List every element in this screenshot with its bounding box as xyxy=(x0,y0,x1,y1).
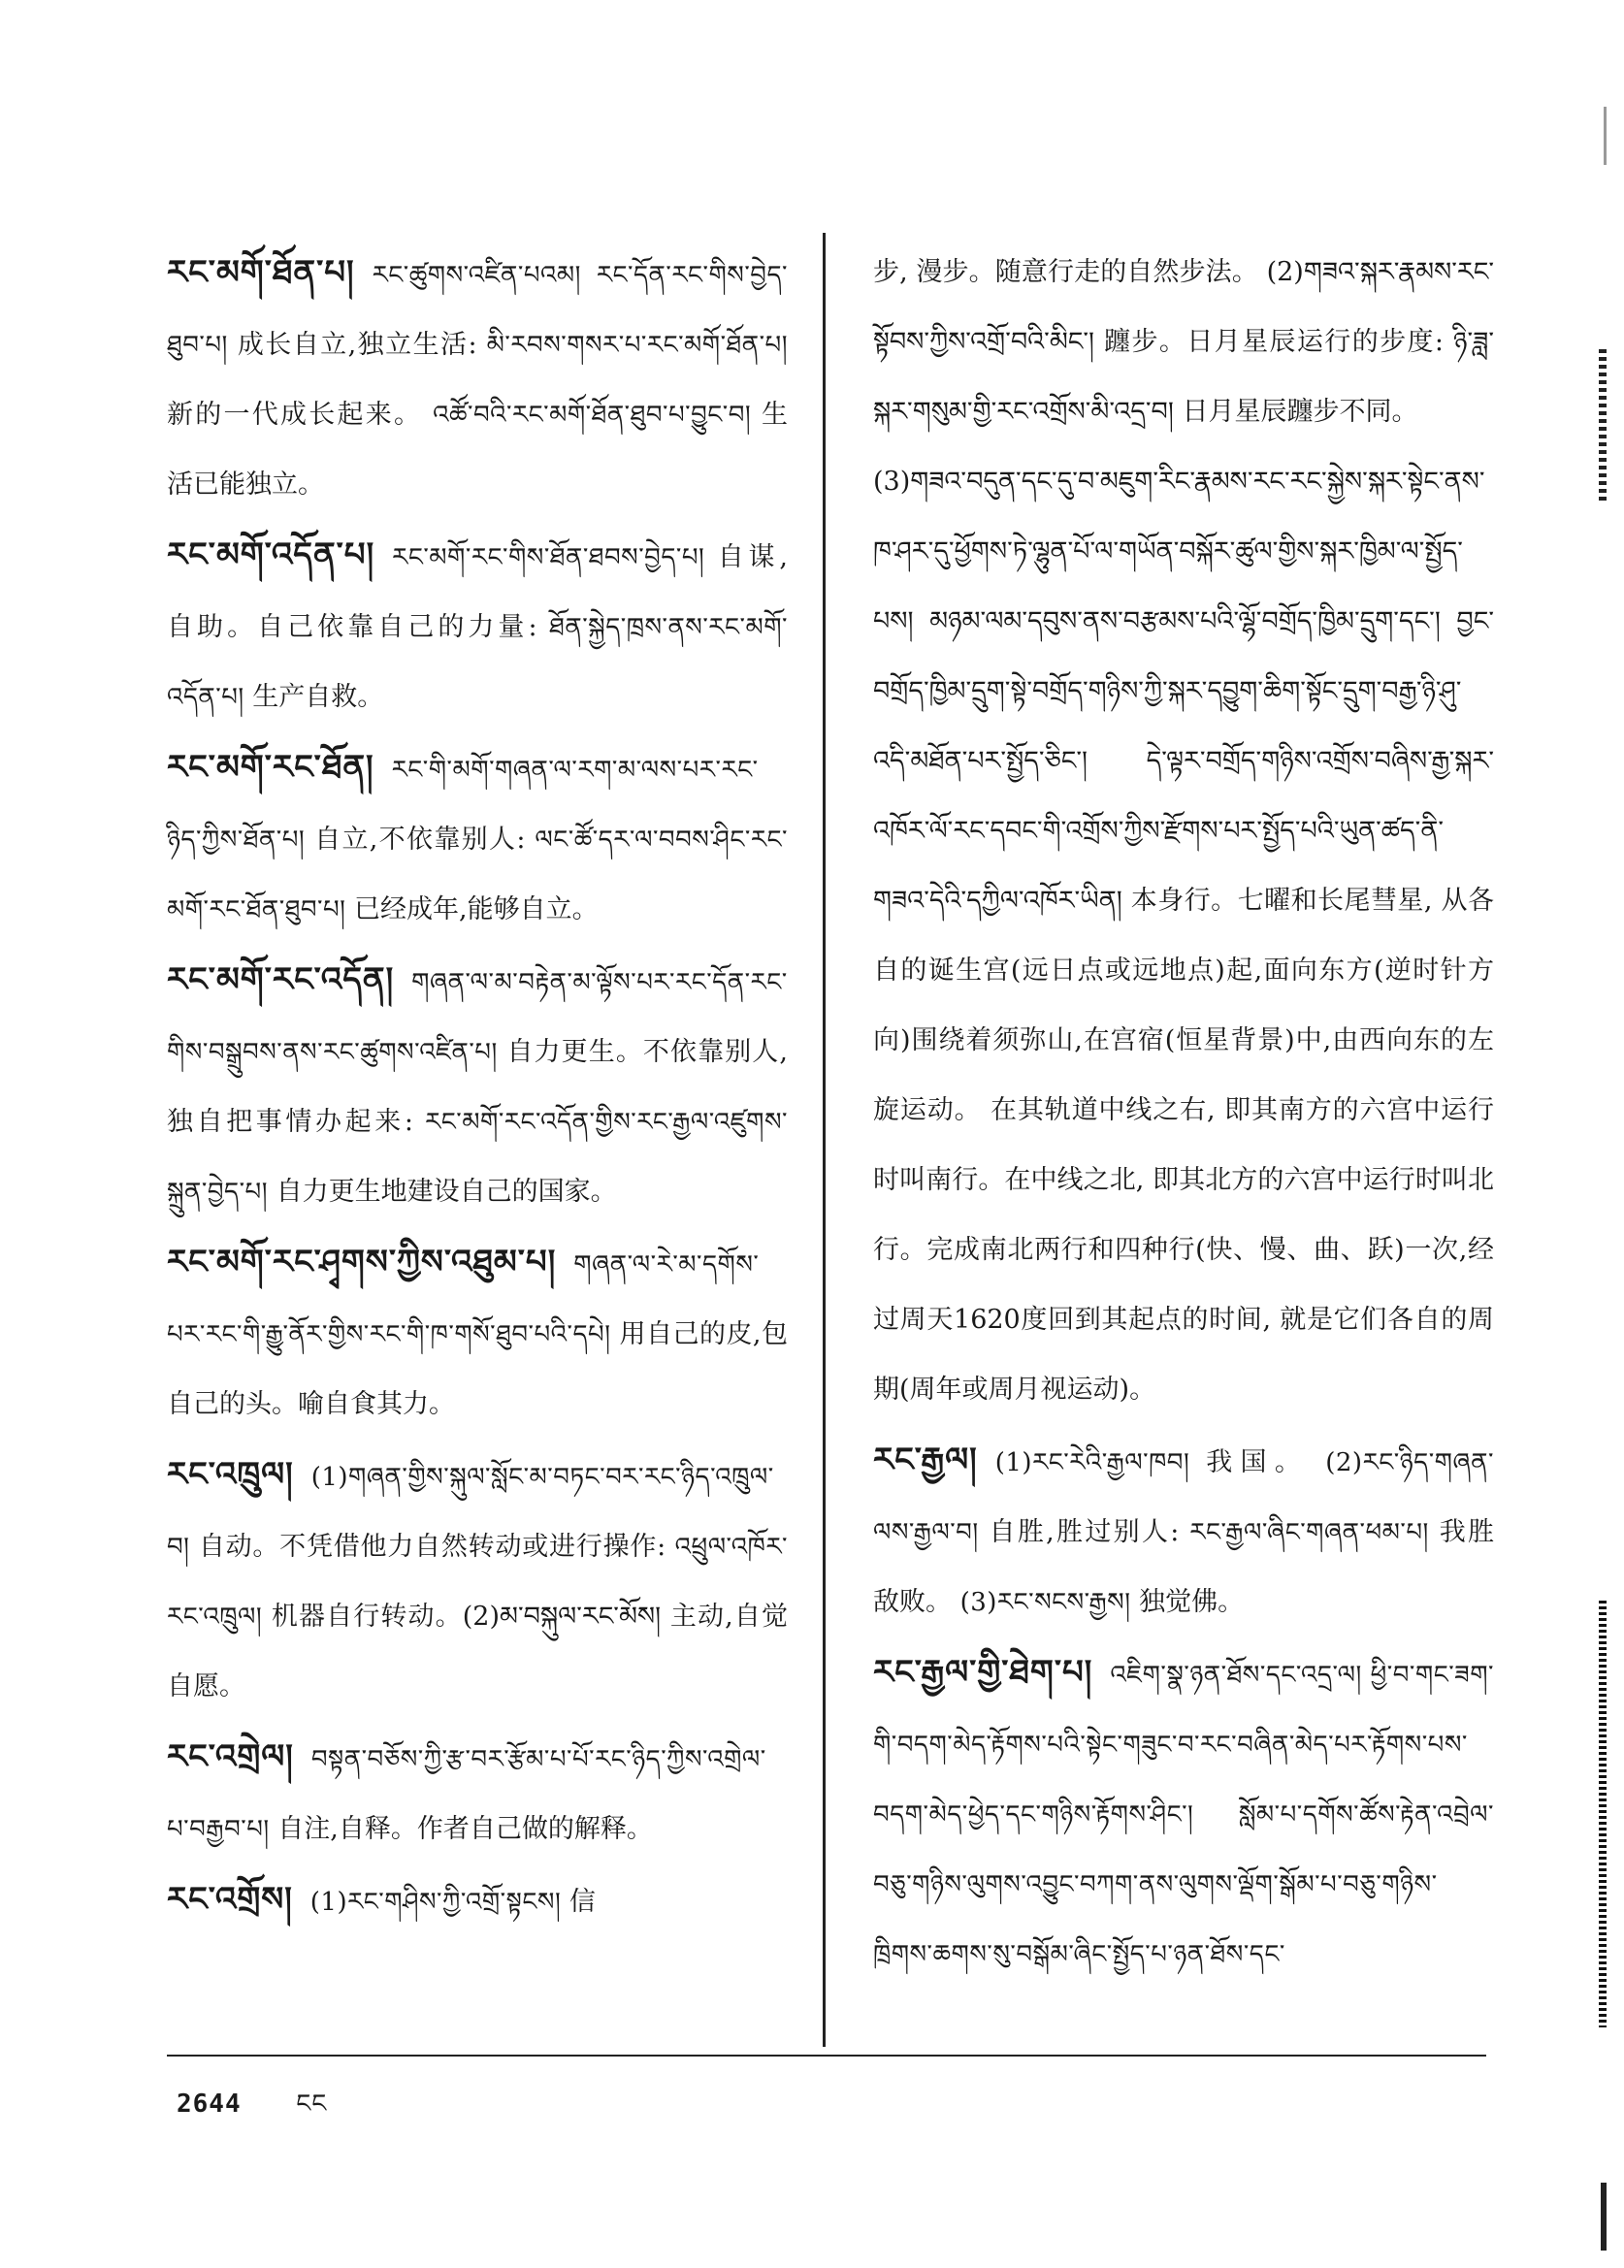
tibetan-example: མི་རབས་གསར་པ་རང་མགོ་ཐོན་པ། xyxy=(486,331,788,360)
chinese-translation: 独觉佛。 xyxy=(1139,1587,1245,1617)
dictionary-entry xyxy=(167,945,788,1227)
entry-headword: རང་རྒྱལ་གྱི་ཐེག་པ། xyxy=(873,1653,1093,1692)
entry-headword: རང་འགྲེལ། xyxy=(167,1737,294,1776)
entry-continuation xyxy=(873,447,1494,1425)
tibetan-definition: གཞན་ལ་རེ་མ་དགོས་པར་རང་གི་རྒྱུ་ནོར་གྱིས་རང་གི་ཁ་གསོ་ཐུབ་པའི་དཔེ། xyxy=(167,1250,760,1349)
tibetan-definition: (1)རང་རེའི་རྒྱལ་ཁབ། xyxy=(994,1448,1190,1477)
footer-rule xyxy=(167,2055,1486,2057)
page-footer xyxy=(177,2076,327,2147)
chinese-translation: 自立,不依靠别人: xyxy=(314,825,526,855)
tibetan-definition: (2)གཟའ་སྐར་རྣམས་རང་སྟོབས་ཀྱིས་འགྲོ་བའི་མིང་། xyxy=(873,257,1494,357)
entry-headword: རང་མགོ་རང་ཤྭགས་ཀྱིས་འཐུམ་པ། xyxy=(167,1243,557,1281)
dictionary-entry xyxy=(873,1425,1494,1637)
tibetan-definition: (3)གཟའ་བདུན་དང་དུ་བ་མཇུག་རིང་རྣམས་རང་རང་སྐྱེས་སྐར་སྟེང་ནས་ཁ་ཤར་དུ་ཕྱོགས་ཏེ་ལྷུན་པོ་ལ་གཡོན་བསྐོར་ཚུལ་གྱིས་སྐར་ཁྱིམ་ལ་སྤྱོད་པས། མཉམ་ལམ་དབུས་ནས་བརྩམས་པའི་ལྷོ་བགྲོད་ཁྱིམ་དྲུག་དང་། བྱང་བགྲོད་ཁྱིམ་དྲུག་སྟེ་བགྲོད་གཉིས་ཀྱི་སྐར་དབྱུག་ཆིག་སྟོང་དྲུག་བརྒྱ་ཉི་ཤུ་འདི་མཐོན་པར་སྤྱོད་ཅིང་། དེ་ལྟར་བགྲོད་གཉིས་འགྲོས་བཞིས་རྒྱ་སྐར་འཁོར་ལོ་རང་དབང་གི་འགྲོས་ཀྱིས་རྫོགས་པར་སྤྱོད་པའི་ཡུན་ཚད་ནི་གཟའ་དེའི་དཀྱིལ་འཁོར་ཡིན། xyxy=(873,467,1494,916)
entry-headword: རང་མགོ་འདོན་པ། xyxy=(167,535,375,574)
entry-headword: རང་མགོ་རང་འདོན། xyxy=(167,960,395,999)
tibetan-example: ཐོན་སྐྱེད་ཁྲས་ནས་རང་མགོ་འདོན་པ། xyxy=(167,613,788,712)
tibetan-example: རང་རྒྱལ་ཞིང་གཞན་ཕམ་པ། xyxy=(1189,1518,1429,1547)
tibetan-example: ཉི་ཟླ་སྐར་གསུམ་གྱི་རང་འགྲོས་མི་འདྲ་བ། xyxy=(873,327,1494,427)
dictionary-entry xyxy=(167,1227,788,1440)
dictionary-entry xyxy=(167,238,788,520)
chinese-translation: 躔步。日月星辰运行的步度: xyxy=(1104,327,1445,357)
dictionary-entry xyxy=(167,1722,788,1864)
chinese-translation: 主动,自觉自愿。 xyxy=(167,1602,788,1701)
column-divider xyxy=(823,233,826,2047)
chinese-translation: 本身行。七曜和长尾彗星, 从各自的诞生宫(远日点或远地点)起,面向东方(逆时针方向)围绕着须弥山,在宫宿(恒星背景)中,由西向东的左旋运动。 在其轨道中线之右, 即其南方的六宫中运行时叫南行。在中线之北, 即其北方的六宫中运行时叫北行。完成南北两行和四种行(快、慢、曲、跃)一次,经过周天1620度回到其起点的时间, 就是它们各自的周期(周年或周月视运动)。 xyxy=(873,886,1494,1405)
dictionary-entry xyxy=(167,732,788,945)
entry-headword: རང་རྒྱལ། xyxy=(873,1441,978,1479)
chinese-example: 新的一代成长起来。 xyxy=(167,400,423,430)
right-column xyxy=(873,238,1494,1990)
dictionary-entry xyxy=(873,1637,1494,1990)
tibetan-definition: གཞན་ལ་མ་བརྟེན་མ་ལྟོས་པར་རང་དོན་རང་གིས་བསྒྲུབས་ནས་རང་ཚུགས་འཛིན་པ། xyxy=(167,968,788,1067)
chinese-example: 生活已能独立。 xyxy=(167,400,788,500)
page-number: 2644 xyxy=(177,2090,242,2119)
chinese-translation: 自力更生。不依靠别人,独自把事情办起来: xyxy=(167,1037,788,1137)
chinese-translation: 自谋,自助。自己依靠自己的力量: xyxy=(167,542,788,642)
tibetan-definition: (1)རང་གཤིས་ཀྱི་འགྲོ་སྟངས། xyxy=(309,1888,562,1917)
scan-edge-mark xyxy=(1601,2183,1607,2251)
chinese-example: 已经成年,能够自立。 xyxy=(354,894,599,924)
tibetan-example: འཚོ་བའི་རང་མགོ་ཐོན་ཐུབ་པ་བྱུང་བ། xyxy=(433,401,752,430)
dictionary-entry xyxy=(167,1864,788,1937)
tibetan-definition: རང་གི་མགོ་གཞན་ལ་རག་མ་ལས་པར་རང་ཉིད་ཀྱིས་ཐོན་པ། xyxy=(167,756,759,855)
tibetan-definition: (1)གཞན་གྱིས་སྐུལ་སློང་མ་བཏང་བར་རང་ཉིད་འཁྲུལ་བ། xyxy=(167,1463,774,1562)
tibetan-example: ལང་ཚོ་དར་ལ་བབས་ཤིང་རང་མགོ་རང་ཐོན་ཐུབ་པ། xyxy=(167,826,788,924)
chinese-translation: 成长自立,独立生活: xyxy=(237,330,477,360)
chinese-example: 机器自行转动。(2)མ་བསྐུལ་རང་མོས། xyxy=(271,1602,662,1632)
tibetan-definition: རང་མགོ་རང་གིས་ཐོན་ཐབས་བྱེད་པ། xyxy=(392,543,705,572)
entry-headword: རང་འགྲོས། xyxy=(167,1880,293,1919)
chinese-translation: 自胜,胜过别人: xyxy=(989,1517,1180,1547)
tibetan-definition: (2)རང་ཉིད་གཞན་ལས་རྒྱལ་བ། xyxy=(873,1448,1494,1547)
chinese-example: 自力更生地建设自己的国家。 xyxy=(276,1177,617,1207)
left-column xyxy=(167,238,788,1937)
tibetan-definition: རང་ཚུགས་འཛིན་པའམ། རང་དོན་རང་གིས་བྱེད་ཐུབ་པ། xyxy=(167,261,788,360)
chinese-example: 生产自救。 xyxy=(252,682,384,712)
chinese-translation: 信 xyxy=(568,1887,596,1917)
entry-headword: རང་མགོ་རང་ཐོན། xyxy=(167,748,374,787)
chinese-translation: 我国。 xyxy=(1206,1447,1310,1477)
tibetan-example: རང་མགོ་རང་འདོན་གྱིས་རང་རྒྱལ་འཛུགས་སྐྲུན་བྱེད་པ། xyxy=(167,1108,788,1207)
scan-edge-mark xyxy=(1599,1601,1607,2027)
chinese-example: 我胜敌败。 xyxy=(873,1517,1494,1617)
chinese-translation: 步, 漫步。随意行走的自然步法。 xyxy=(873,257,1258,287)
dictionary-entry xyxy=(167,520,788,732)
tibetan-definition: བསྟན་བཅོས་ཀྱི་རྩ་བར་རྩོམ་པ་པོ་རང་ཉིད་ཀྱིས་འགྲེལ་པ་བརྒྱབ་པ། xyxy=(167,1745,766,1844)
scan-edge-mark xyxy=(1604,107,1607,165)
section-letter: ངང xyxy=(296,2090,328,2119)
scan-edge-mark xyxy=(1599,349,1607,504)
entry-headword: རང་འཁྲུལ། xyxy=(167,1455,294,1494)
chinese-example: 日月星辰躔步不同。 xyxy=(1182,397,1418,427)
chinese-translation: 用自己的皮,包自己的头。喻自食其力。 xyxy=(167,1319,788,1419)
entry-headword: རང་མགོ་ཐོན་པ། xyxy=(167,253,355,292)
tibetan-definition: འཇིག་སྣ་ཉན་ཐོས་དང་འདྲ་ལ། ཕྱི་བ་གང་ཟག་གི་བདག་མེད་རྟོགས་པའི་སྟེང་གཟུང་བ་རང་བཞིན་མེད་པར་རྟོགས་པས་བདག་མེད་ཕྱེད་དང་གཉིས་རྟོགས་ཤིང་། སློམ་པ་དགོས་ཚོས་རྟེན་འབྲེལ་བཅུ་གཉིས་ལུགས་འབྱུང་བཀག་ནས་ལུགས་ལྡོག་སྒོམ་པ་བཅུ་གཉིས་ཁྲིགས་ཆགས་སུ་བསྒོམ་ཞིང་སྤྱོད་པ་ཉན་ཐོས་དང་ xyxy=(873,1661,1494,1969)
tibetan-definition: (3)རང་སངས་རྒྱས། xyxy=(959,1588,1131,1617)
chinese-translation: 自动。不凭借他力自然转动或进行操作: xyxy=(198,1532,666,1562)
tibetan-example: འཕྲུལ་འཁོར་རང་འཁྲུལ། xyxy=(167,1533,788,1632)
entry-continuation xyxy=(873,238,1494,447)
chinese-translation: 自注,自释。作者自己做的解释。 xyxy=(277,1814,653,1844)
dictionary-entry xyxy=(167,1440,788,1722)
